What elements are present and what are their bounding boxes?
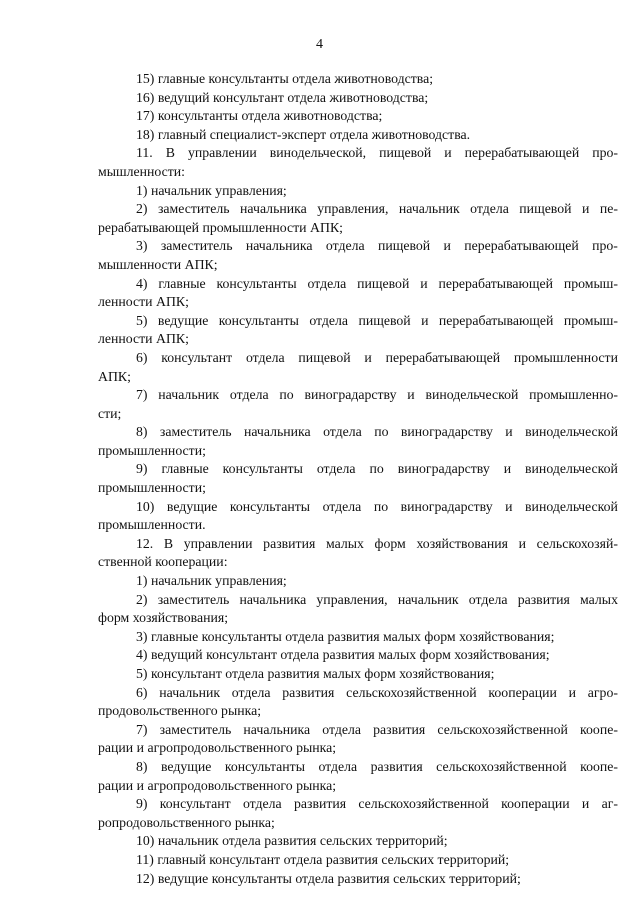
text-line: ленности АПК; xyxy=(98,331,189,347)
text-line: 8) ведущие консультанты отдела развития сельскохозяйственной коопе- xyxy=(136,758,618,774)
text-line: мышленности: xyxy=(98,163,186,179)
paragraph xyxy=(98,237,618,274)
text-line: 9) главные консультанты отдела по виноградарству и винодельческой xyxy=(136,461,618,477)
text-line: 12. В управлении развития малых форм хозяйствования и сельскохозяй- xyxy=(136,535,618,551)
paragraph xyxy=(98,665,618,684)
text-line: 15) главные консультанты отдела животноводства; xyxy=(136,71,434,86)
text-line: 4) ведущий консультант отдела развития малых форм хозяйствования; xyxy=(136,647,550,663)
paragraph xyxy=(98,758,618,795)
paragraph xyxy=(98,851,618,870)
text-line: 9) консультант отдела развития сельскохозяйственной кооперации и аг- xyxy=(136,796,618,812)
text-line: 7) заместитель начальника отдела развития сельскохозяйственной коопе- xyxy=(136,721,618,737)
text-line: рации и агропродовольственного рынка; xyxy=(98,777,337,793)
paragraph xyxy=(98,107,618,126)
paragraph xyxy=(98,275,618,312)
paragraph xyxy=(98,312,618,349)
paragraph xyxy=(98,200,618,237)
text-line: ленности АПК; xyxy=(98,294,189,310)
text-line: продовольственного рынка; xyxy=(98,703,262,719)
paragraph xyxy=(98,349,618,386)
text-line: 10) ведущие консультанты отдела по виноградарству и винодельческой xyxy=(136,498,618,514)
paragraph xyxy=(98,591,618,628)
text-line: 1) начальник управления; xyxy=(136,573,287,589)
paragraph xyxy=(98,628,618,647)
text-line: 5) ведущие консультанты отдела пищевой и перерабатывающей промыш- xyxy=(136,312,618,328)
text-line: 7) начальник отдела по виноградарству и винодельческой промышленно- xyxy=(136,387,618,403)
text-line: 2) заместитель начальника управления, начальник отдела развития малых xyxy=(136,591,618,607)
text-line: сти; xyxy=(98,405,122,421)
text-line: 6) начальник отдела развития сельскохозяйственной кооперации и агро- xyxy=(136,684,618,700)
paragraph xyxy=(98,572,618,591)
text-line: ственной кооперации: xyxy=(98,554,228,570)
paragraph xyxy=(98,386,618,423)
paragraph xyxy=(98,70,618,89)
text-line: 5) консультант отдела развития малых форм хозяйствования; xyxy=(136,666,495,681)
text-line: рерабатывающей промышленности АПК; xyxy=(98,219,343,235)
paragraph xyxy=(98,721,618,758)
text-line: рации и агропродовольственного рынка; xyxy=(98,740,337,756)
text-line: 10) начальник отдела развития сельских территорий; xyxy=(136,833,448,849)
text-line: мышленности АПК; xyxy=(98,256,218,272)
text-line: 4) главные консультанты отдела пищевой и перерабатывающей промыш- xyxy=(136,275,618,291)
paragraph xyxy=(98,795,618,832)
document-body xyxy=(98,70,618,888)
text-line: 2) заместитель начальника управления, начальник отдела пищевой и пе- xyxy=(136,201,618,217)
paragraph xyxy=(98,832,618,851)
text-line: 16) ведущий консультант отдела животноводства; xyxy=(136,89,429,105)
text-line: форм хозяйствования; xyxy=(98,610,229,626)
text-line: 11) главный консультант отдела развития сельских территорий; xyxy=(136,851,510,867)
text-line: 3) главные консультанты отдела развития малых форм хозяйствования; xyxy=(136,628,555,644)
text-line: 17) консультанты отдела животноводства; xyxy=(136,108,383,124)
text-line: 1) начальник управления; xyxy=(136,182,287,198)
text-line: 11. В управлении винодельческой, пищевой и перерабатывающей про- xyxy=(136,145,618,161)
paragraph xyxy=(98,870,618,889)
text-line: 12) ведущие консультанты отдела развития сельских территорий; xyxy=(136,870,521,886)
paragraph xyxy=(98,182,618,201)
paragraph xyxy=(98,126,618,145)
paragraph xyxy=(98,498,618,535)
page-number: 4 xyxy=(316,37,323,52)
text-line: 8) заместитель начальника отдела по виноградарству и винодельческой xyxy=(136,424,618,440)
text-line: 3) заместитель начальника отдела пищевой и перерабатывающей про- xyxy=(136,238,618,254)
text-line: ропродовольственного рынка; xyxy=(98,814,275,830)
text-line: 6) консультант отдела пищевой и перерабатывающей промышленности xyxy=(136,349,618,365)
paragraph xyxy=(98,144,618,181)
paragraph xyxy=(98,646,618,665)
paragraph xyxy=(98,460,618,497)
paragraph xyxy=(98,535,618,572)
text-line: промышленности; xyxy=(98,442,206,458)
paragraph xyxy=(98,684,618,721)
text-line: АПК; xyxy=(98,368,131,384)
paragraph xyxy=(98,423,618,460)
text-line: промышленности. xyxy=(98,517,206,533)
text-line: промышленности; xyxy=(98,480,206,496)
text-line: 18) главный специалист-эксперт отдела животноводства. xyxy=(136,126,471,142)
paragraph xyxy=(98,89,618,108)
